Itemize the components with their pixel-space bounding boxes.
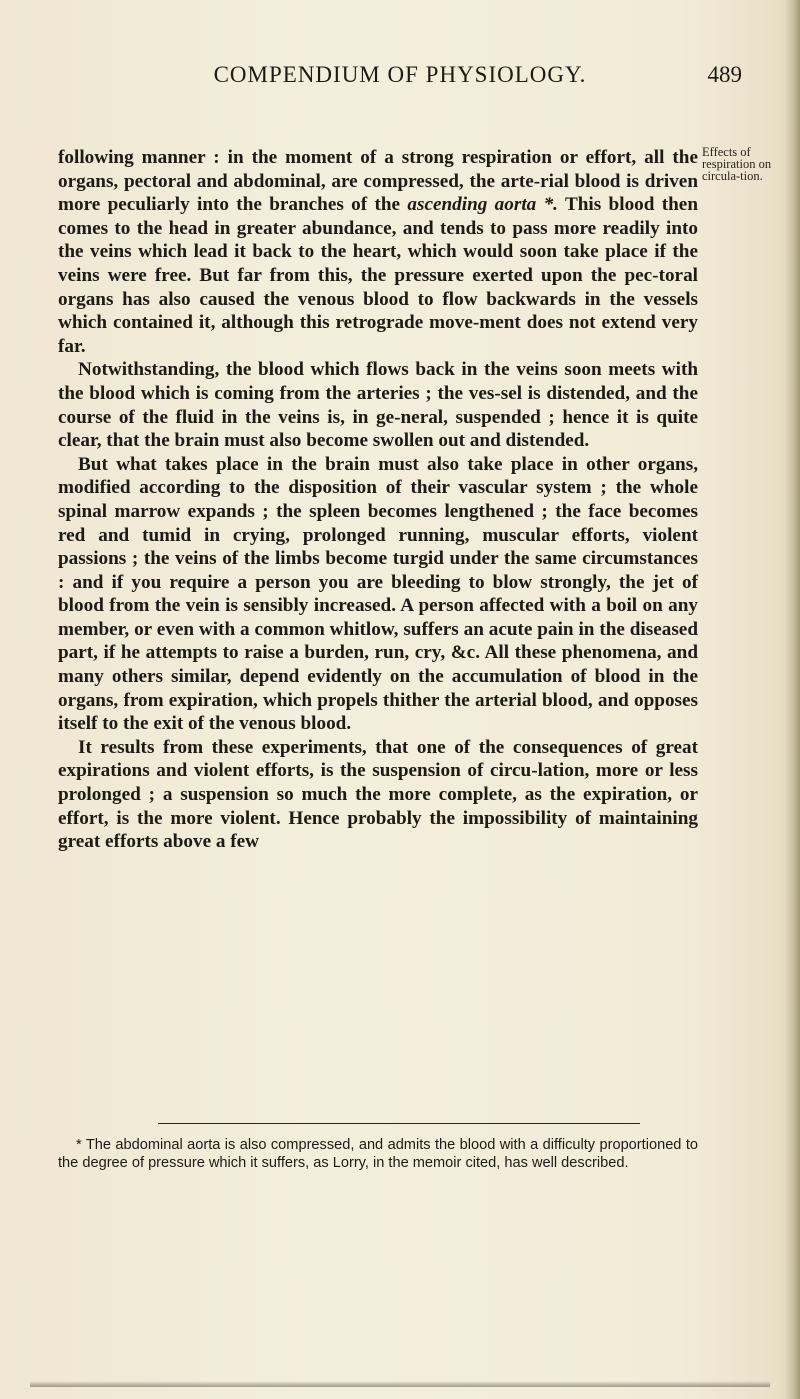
page-edge-shadow	[786, 0, 800, 1399]
paragraph-1-text-before: following manner : in the moment of a strong respiration or effort, all the organs, pectoral and abdominal, are compressed, the arte-rial blood is driven more peculiarly into the branches of the	[58, 147, 698, 216]
page-bottom-shadow	[30, 1381, 770, 1387]
paragraph-1	[58, 146, 698, 358]
margin-note: Effects of respiration on circula-tion.	[702, 145, 772, 183]
footnote-text: * The abdominal aorta is also compressed, and admits the blood with a difficulty proportioned to the degree of pressure which it suffers, as Lorry, in the memoir cited, has well described.	[58, 1137, 698, 1171]
paragraph-1-text-after: This blood then comes to the head in greater abundance, and tends to pass more readily into the veins which lead it back to the heart, which would soon take place if the veins were free. But far from this, the pressure exerted upon the pec-toral organs has also caused the venous blood to flow backwards in the vessels which contained it, although this retrograde move-ment does not extend very far.	[58, 194, 698, 357]
paragraph-2: Notwithstanding, the blood which flows back in the veins soon meets with the blood which is coming from the arteries ; the ves-sel is distended, and the course of the fluid in the veins is, in ge-neral, suspended ; hence it is quite clear, that the brain must also become swollen out and distended.	[58, 359, 698, 452]
paragraph-1-italic: ascending aorta *.	[407, 194, 558, 216]
running-title: COMPENDIUM OF PHYSIOLOGY.	[213, 62, 587, 87]
footnote	[58, 1136, 698, 1172]
body-text	[58, 146, 698, 854]
running-header	[58, 62, 742, 92]
footnote-divider	[158, 1123, 640, 1124]
paragraph-4: It results from these experiments, that one of the consequences of great expirations and violent efforts, is the suspension of circu-lation, more or less prolonged ; a suspension so much the more complete, as the expiration, or effort, is the more violent. Hence probably the impossibility of maintaining great efforts above a few	[58, 736, 698, 853]
paragraph-3: But what takes place in the brain must also take place in other organs, modified according to the disposition of their vascular system ; the whole spinal marrow expands ; the spleen becomes lengthened ; the face becomes red and tumid in crying, prolonged running, muscular efforts, violent passions ; the veins of the limbs become turgid under the same circumstances : and if you require a person you are bleeding to blow strongly, the jet of blood from the vein is sensibly increased. A person affected with a boil on any member, or even with a common whitlow, suffers an acute pain in the diseased part, if he attempts to raise a burden, run, cry, &c. All these phenomena, and many others similar, depend evidently on the accumulation of blood in the organs, from expiration, which propels thither the arterial blood, and opposes itself to the exit of the venous blood.	[58, 453, 698, 735]
page-number: 489	[707, 62, 742, 87]
